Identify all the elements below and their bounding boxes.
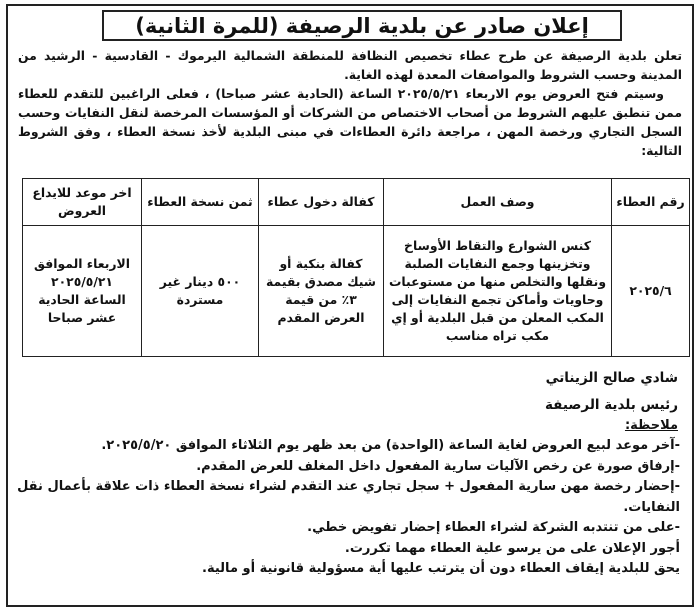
deadline-date: ٢٠٢٥/٥/٢١ — [51, 274, 113, 289]
note-item: -إرفاق صورة عن رخص الآليات سارية المفعول داخل المغلف للعرض المقدم. — [196, 458, 680, 474]
announcement-page — [6, 4, 694, 607]
announcement-title: إعلان صادر عن بلدية الرصيفة (للمرة الثانية) — [102, 10, 622, 41]
cell-copy-price: ٥٠٠ دينار غير مستردة — [142, 226, 259, 357]
signatory-name: شادي صالح الزيناتي — [545, 370, 678, 386]
cell-bid-guarantee: كفالة بنكية أو شيك مصدق بقيمة ٣٪ من قيمة العرض المقدم — [259, 226, 384, 357]
header-tender-number: رقم العطاء — [612, 179, 690, 226]
note-item: -على من تنتدبه الشركة لشراء العطاء إحضار تفويض خطي. — [307, 520, 680, 535]
header-submission-deadline: اخر موعد للايداع العروض — [23, 179, 142, 226]
table-header-row — [23, 179, 690, 226]
opening-paragraph: وسيتم فتح العروض يوم الاربعاء ٢٠٢٥/٥/٢١ الساعة (الحادية عشر صباحا) ، فعلى الراغبين للتقدم للعطاء ممن تنطبق عليهم الشروط من أصحاب الاختصاص من الشركات أو المؤسسات المرخصة لنقل النفايات وحسب السجل التجاري ورخصة المهن ، مراجعة دائرة العطاءات في مبنى البلدية لأخذ نسخة العطاء ، وفق الشروط التالية: — [18, 86, 682, 158]
deadline-day: الاربعاء الموافق — [33, 256, 131, 271]
notes-list — [14, 436, 680, 580]
deadline-time: الساعة الحادية عشر صباحا — [38, 292, 126, 325]
note-item: -آخر موعد لبيع العروض لغاية الساعة (الواحدة) من بعد ظهر يوم الثلاثاء الموافق ٢٠٢٥/٥/٢٠. — [101, 438, 680, 453]
cell-tender-number: ٢٠٢٥/٦ — [612, 226, 690, 357]
cell-submission-deadline — [23, 226, 142, 357]
cell-work-description: كنس الشوارع والتقاط الأوساخ وتخزينها وجمع النفايات الصلبة ونقلها والتخلص منها من مستوعبات وحاويات وأماكن تجمع النفايات إلى المكب المعلن من قبل البلدية أو إي مكب تراه مناسب — [384, 226, 612, 357]
tender-table — [22, 178, 690, 357]
header-bid-guarantee: كفالة دخول عطاء — [259, 179, 384, 226]
intro-paragraph: تعلن بلدية الرصيفة عن طرح عطاء تخصيص النظافة للمنطقة الشمالية اليرموك - القادسية - الرشيد من المدينة وحسب الشروط والمواصفات المعدة لهذه الغاية. — [18, 48, 682, 82]
signatory-position: رئيس بلدية الرصيفة — [544, 397, 678, 413]
note-item: -إحضار رخصة مهن سارية المفعول + سجل تجاري عند التقدم لشراء نسخة العطاء ذات علاقة بأعمال نقل النفايات. — [17, 479, 680, 515]
header-copy-price: ثمن نسخة العطاء — [142, 179, 259, 226]
note-item: يحق للبلدية إيقاف العطاء دون أن يترتب عليها أية مسؤولية قانونية أو مالية. — [202, 561, 680, 576]
note-item: أجور الإعلان على من يرسو علية العطاء مهما تكررت. — [344, 540, 680, 556]
table-row — [23, 226, 690, 357]
notes-title: ملاحظة: — [624, 418, 678, 433]
announcement-body — [18, 46, 682, 160]
header-work-description: وصف العمل — [384, 179, 612, 226]
